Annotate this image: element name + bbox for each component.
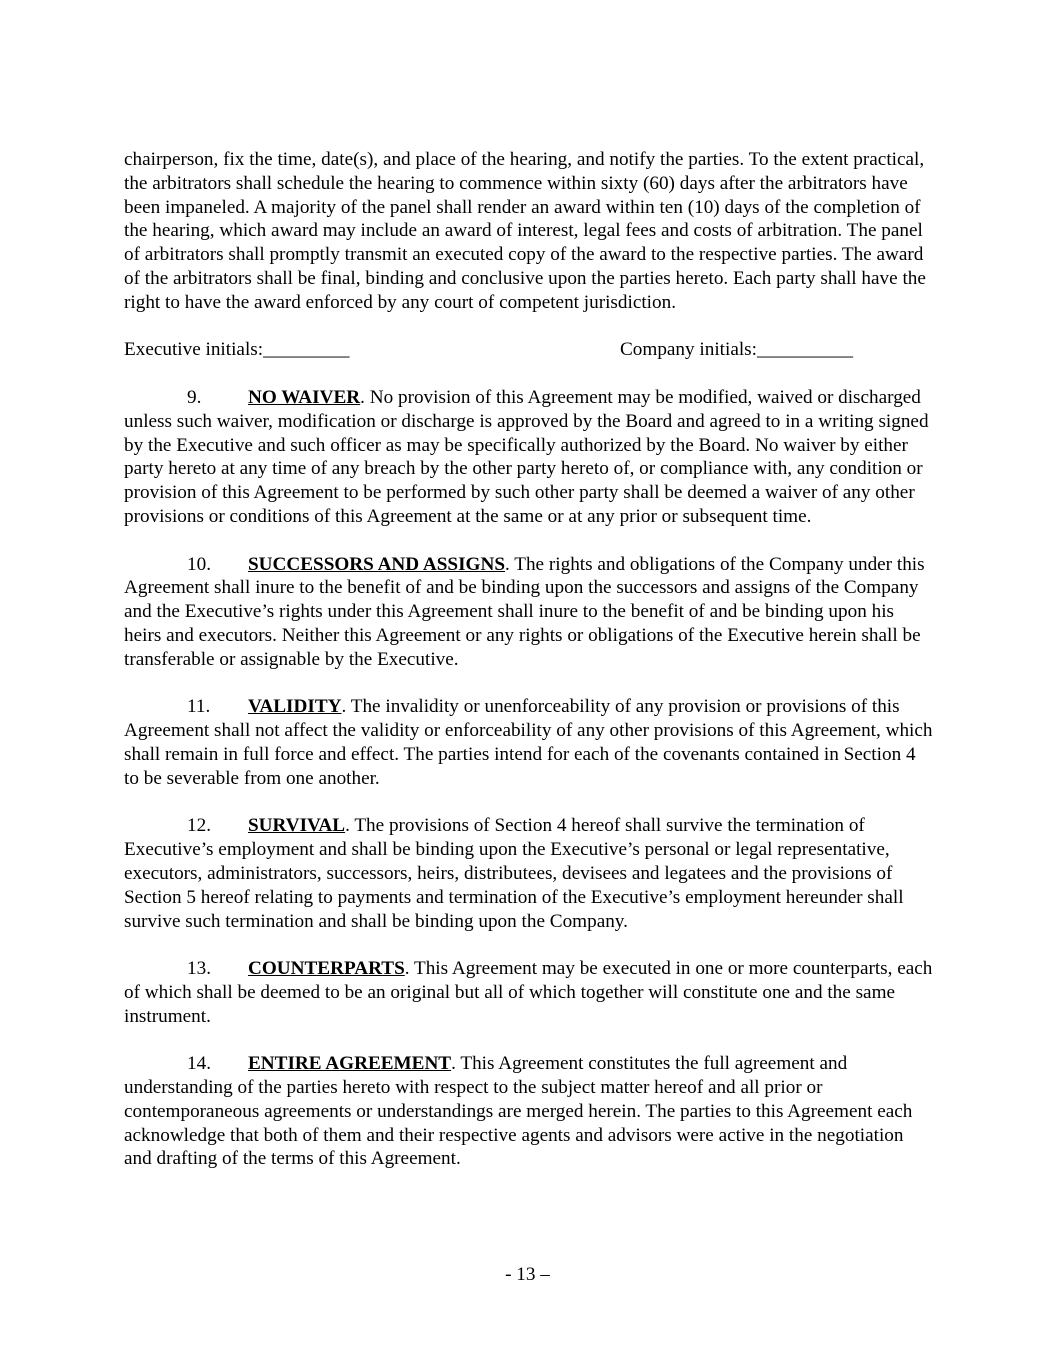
section-heading: NO WAIVER: [248, 386, 361, 408]
section-11: [124, 695, 934, 790]
initials-row: [124, 338, 934, 362]
section-text: . This Agreement constitutes the full agreement and understanding of the parties hereto with respect to the subject matter hereof and all prior or contemporaneous agreements or understandings are merged herein. The parties to this Agreement each acknowledge that both of them and their respective agents and advisors were active in the negotiation and drafting of the terms of this Agreement.: [124, 1053, 913, 1170]
section-heading: SUCCESSORS AND ASSIGNS: [248, 553, 505, 575]
document-body: [124, 148, 934, 1195]
section-heading: COUNTERPARTS: [248, 958, 405, 980]
section-9: [124, 386, 934, 529]
company-initials: Company initials:__________: [620, 339, 853, 361]
intro-paragraph: chairperson, fix the time, date(s), and place of the hearing, and notify the parties. To the extent practical, the arbitrators shall schedule the hearing to commence within sixty (60) days after the arbitrators have been impaneled. A majority of the panel shall render an award within ten (10) days of the completion of the hearing, which award may include an award of interest, legal fees and costs of arbitration. The panel of arbitrators shall promptly transmit an executed copy of the award to the respective parties. The award of the arbitrators shall be final, binding and conclusive upon the parties hereto. Each party shall have the right to have the award enforced by any court of competent jurisdiction.: [124, 149, 926, 313]
section-heading: SURVIVAL: [248, 815, 346, 837]
section-heading: VALIDITY: [248, 696, 342, 718]
section-number: 14.: [187, 1053, 211, 1075]
section-number: 10.: [187, 553, 211, 575]
section-text: . No provision of this Agreement may be modified, waived or discharged unless such waiver, modification or discharge is approved by the Board and agreed to in a writing signed by the Executive and such officer as may be specifically authorized by the Board. No waiver by either party hereto at any time of any breach by the other party hereto of, or compliance with, any condition or provision of this Agreement to be performed by such other party shall be deemed a waiver of any other provisions or conditions of this Agreement at the same or at any prior or subsequent time.: [124, 386, 929, 527]
section-heading: ENTIRE AGREEMENT: [248, 1053, 452, 1075]
section-number: 12.: [187, 815, 211, 837]
section-text: . The provisions of Section 4 hereof shall survive the termination of Executive’s employment and shall be binding upon the Executive’s personal or legal representative, executors, administrators, successors, heirs, distributees, devisees and legatees and the provisions of Section 5 hereof relating to payments and termination of the Executive’s employment hereunder shall survive such termination and shall be binding upon the Company.: [124, 815, 904, 932]
section-14: [124, 1052, 934, 1171]
section-12: [124, 814, 934, 933]
page-number: - 13 –: [505, 1264, 550, 1285]
section-10: [124, 553, 934, 672]
section-number: 11.: [187, 696, 211, 718]
section-text: . The rights and obligations of the Company under this Agreement shall inure to the benefit of and be binding upon the successors and assigns of the Company and the Executive’s rights under this Agreement shall inure to the benefit of and be binding upon his heirs and executors. Neither this Agreement or any rights or obligations of the Executive herein shall be transferable or assignable by the Executive.: [124, 553, 925, 670]
section-13: [124, 957, 934, 1028]
section-number: 13.: [187, 958, 211, 980]
section-number: 9.: [187, 386, 202, 408]
executive-initials: Executive initials:_________: [124, 339, 350, 361]
section-text: . The invalidity or unenforceability of any provision or provisions of this Agreement shall not affect the validity or enforceability of any other provisions of this Agreement, which shall remain in full force and effect. The parties intend for each of the covenants contained in Section 4 to be severable from one another.: [124, 696, 933, 789]
section-text: . This Agreement may be executed in one or more counterparts, each of which shall be deemed to be an original but all of which together will constitute one and the same instrument.: [124, 958, 933, 1027]
